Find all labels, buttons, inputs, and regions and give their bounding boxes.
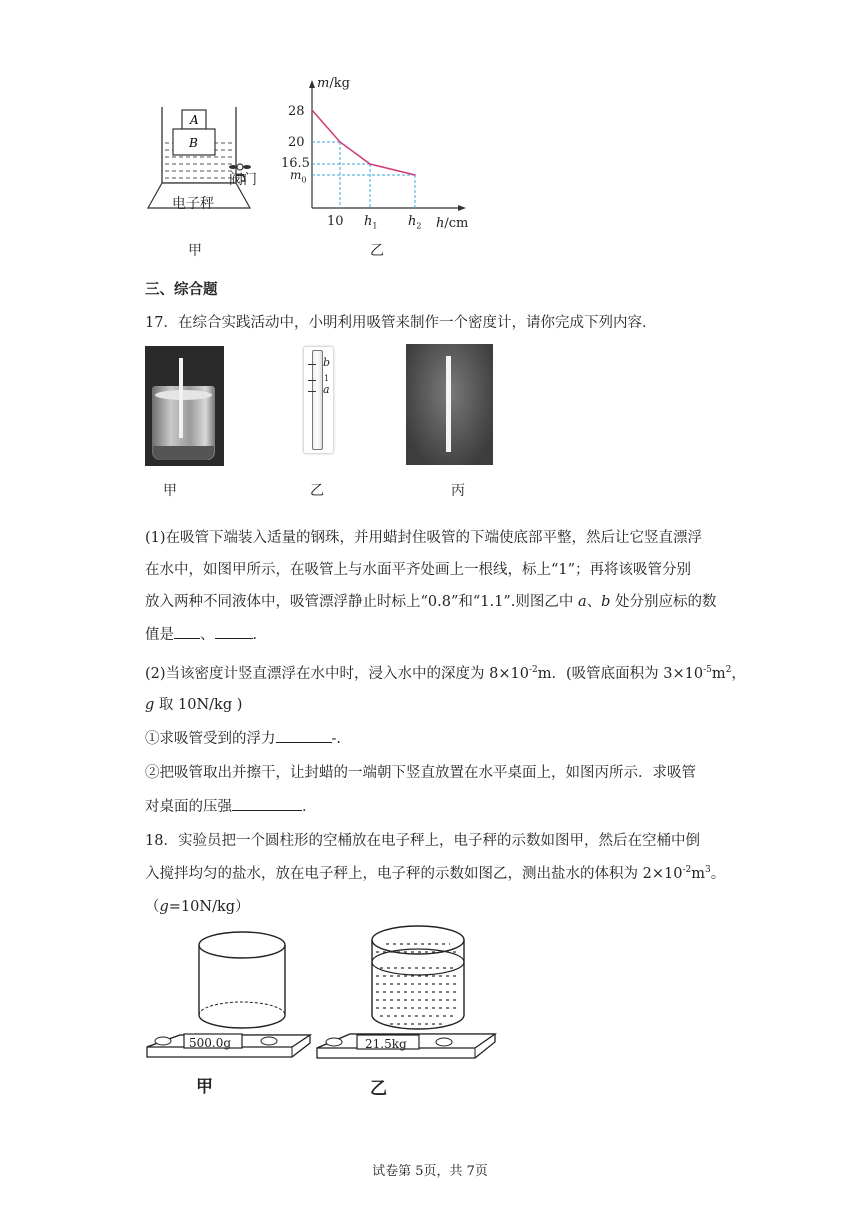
q17-p2-item1: ①求吸管受到的浮力 -. <box>145 731 342 747</box>
valve-label: 阀门 <box>229 172 257 188</box>
y-tick-m0: $m_0$ <box>290 168 307 185</box>
q17-caption-jia: 甲 <box>163 483 177 499</box>
q18-caption-jia: 甲 <box>196 1077 213 1097</box>
fig16-yi-caption: 乙 <box>370 243 384 259</box>
x-tick-10: 10 <box>327 214 344 229</box>
q17-p1-line2: 在水中，如图甲所示，在吸管上与水面平齐处画上一根线，标上“1”；再将该吸管分别 <box>145 562 692 578</box>
q17-caption-yi: 乙 <box>310 483 324 499</box>
q17-p2-line1: (2)当该密度计竖直漂浮在水中时，浸入水中的深度为 $8\times 10^{-2}m$．(吸管底面积为 $3\times 10^{-5}m^2$， <box>145 665 746 682</box>
y-axis-label: m/kg <box>317 76 350 91</box>
chart-point-0 <box>311 109 313 111</box>
q17-p2-line2: g 取 10N/kg ) <box>145 697 243 713</box>
answer-blank-3[interactable] <box>276 730 332 743</box>
mark-b: b <box>323 356 331 369</box>
q17-p1-line1: (1)在吸管下端装入适量的钢珠，并用蜡封住吸管的下端使底部平整，然后让它竖直漂浮 <box>145 530 703 546</box>
scale-reading-jia: 500.0g <box>189 1036 232 1050</box>
fig16-jia-caption: 甲 <box>188 243 202 259</box>
mark-a: a <box>323 383 330 396</box>
block-a-label: A <box>190 113 199 127</box>
q17-photo-yi <box>303 346 334 454</box>
q18-scale-yi <box>310 918 505 1068</box>
chart-point-1 <box>339 141 341 143</box>
y-tick-20: 20 <box>288 135 305 150</box>
q18-line1: 18．实验员把一个圆柱形的空桶放在电子秤上，电子秤的示数如图甲，然后在空桶中倒 <box>145 833 700 849</box>
q17-stem: 17．在综合实践活动中，小明利用吸管来制作一个密度计，请你完成下列内容． <box>145 315 657 331</box>
x-tick-h2: $h_2$ <box>408 214 422 231</box>
y-tick-16-5: 16.5 <box>281 156 310 171</box>
y-tick-28: 28 <box>288 104 305 119</box>
q17-p2-item2-line1: ②把吸管取出并擦干，让封蜡的一端朝下竖直放置在水平桌面上，如图丙所示．求吸管 <box>145 765 696 781</box>
answer-blank-2[interactable] <box>215 626 253 639</box>
scale-reading-yi: 21.5kg <box>365 1037 407 1051</box>
answer-blank-4[interactable] <box>232 798 302 811</box>
chart-point-3 <box>414 174 416 176</box>
x-tick-h1: $h_1$ <box>364 214 378 231</box>
q17-photo-bing <box>406 344 493 465</box>
x-axis-label: h/cm <box>436 216 469 231</box>
q17-p1-line3: 放入两种不同液体中，吸管漂浮静止时标上“0.8”和“1.1”.则图乙中 a、b 处分别应标的数 <box>145 594 717 610</box>
q18-caption-yi: 乙 <box>370 1079 387 1099</box>
q17-photo-jia <box>145 346 224 466</box>
straw <box>179 358 183 438</box>
answer-blank-1[interactable] <box>174 626 200 639</box>
block-b-label: B <box>189 136 198 150</box>
q17-p1-line4: 值是 、 ． <box>145 627 267 643</box>
chart-point-2 <box>369 163 371 165</box>
q17-caption-bing: 丙 <box>451 483 465 499</box>
mark-1: 1 <box>324 374 330 383</box>
straw-standing <box>446 356 451 452</box>
q17-p2-item2-line2: 对桌面的压强 ． <box>145 799 317 815</box>
q18-line3: （g=10N/kg） <box>145 899 250 915</box>
scale-label: 电子秤 <box>172 196 214 212</box>
q18-line2: 入搅拌均匀的盐水，放在电子秤上，电子秤的示数如图乙，测出盐水的体积为 $2\times 10^{-2}m^3$。 <box>145 865 726 882</box>
section-title: 三、综合题 <box>145 282 218 298</box>
page-footer: 试卷第 5页，共 7页 <box>372 1164 488 1179</box>
